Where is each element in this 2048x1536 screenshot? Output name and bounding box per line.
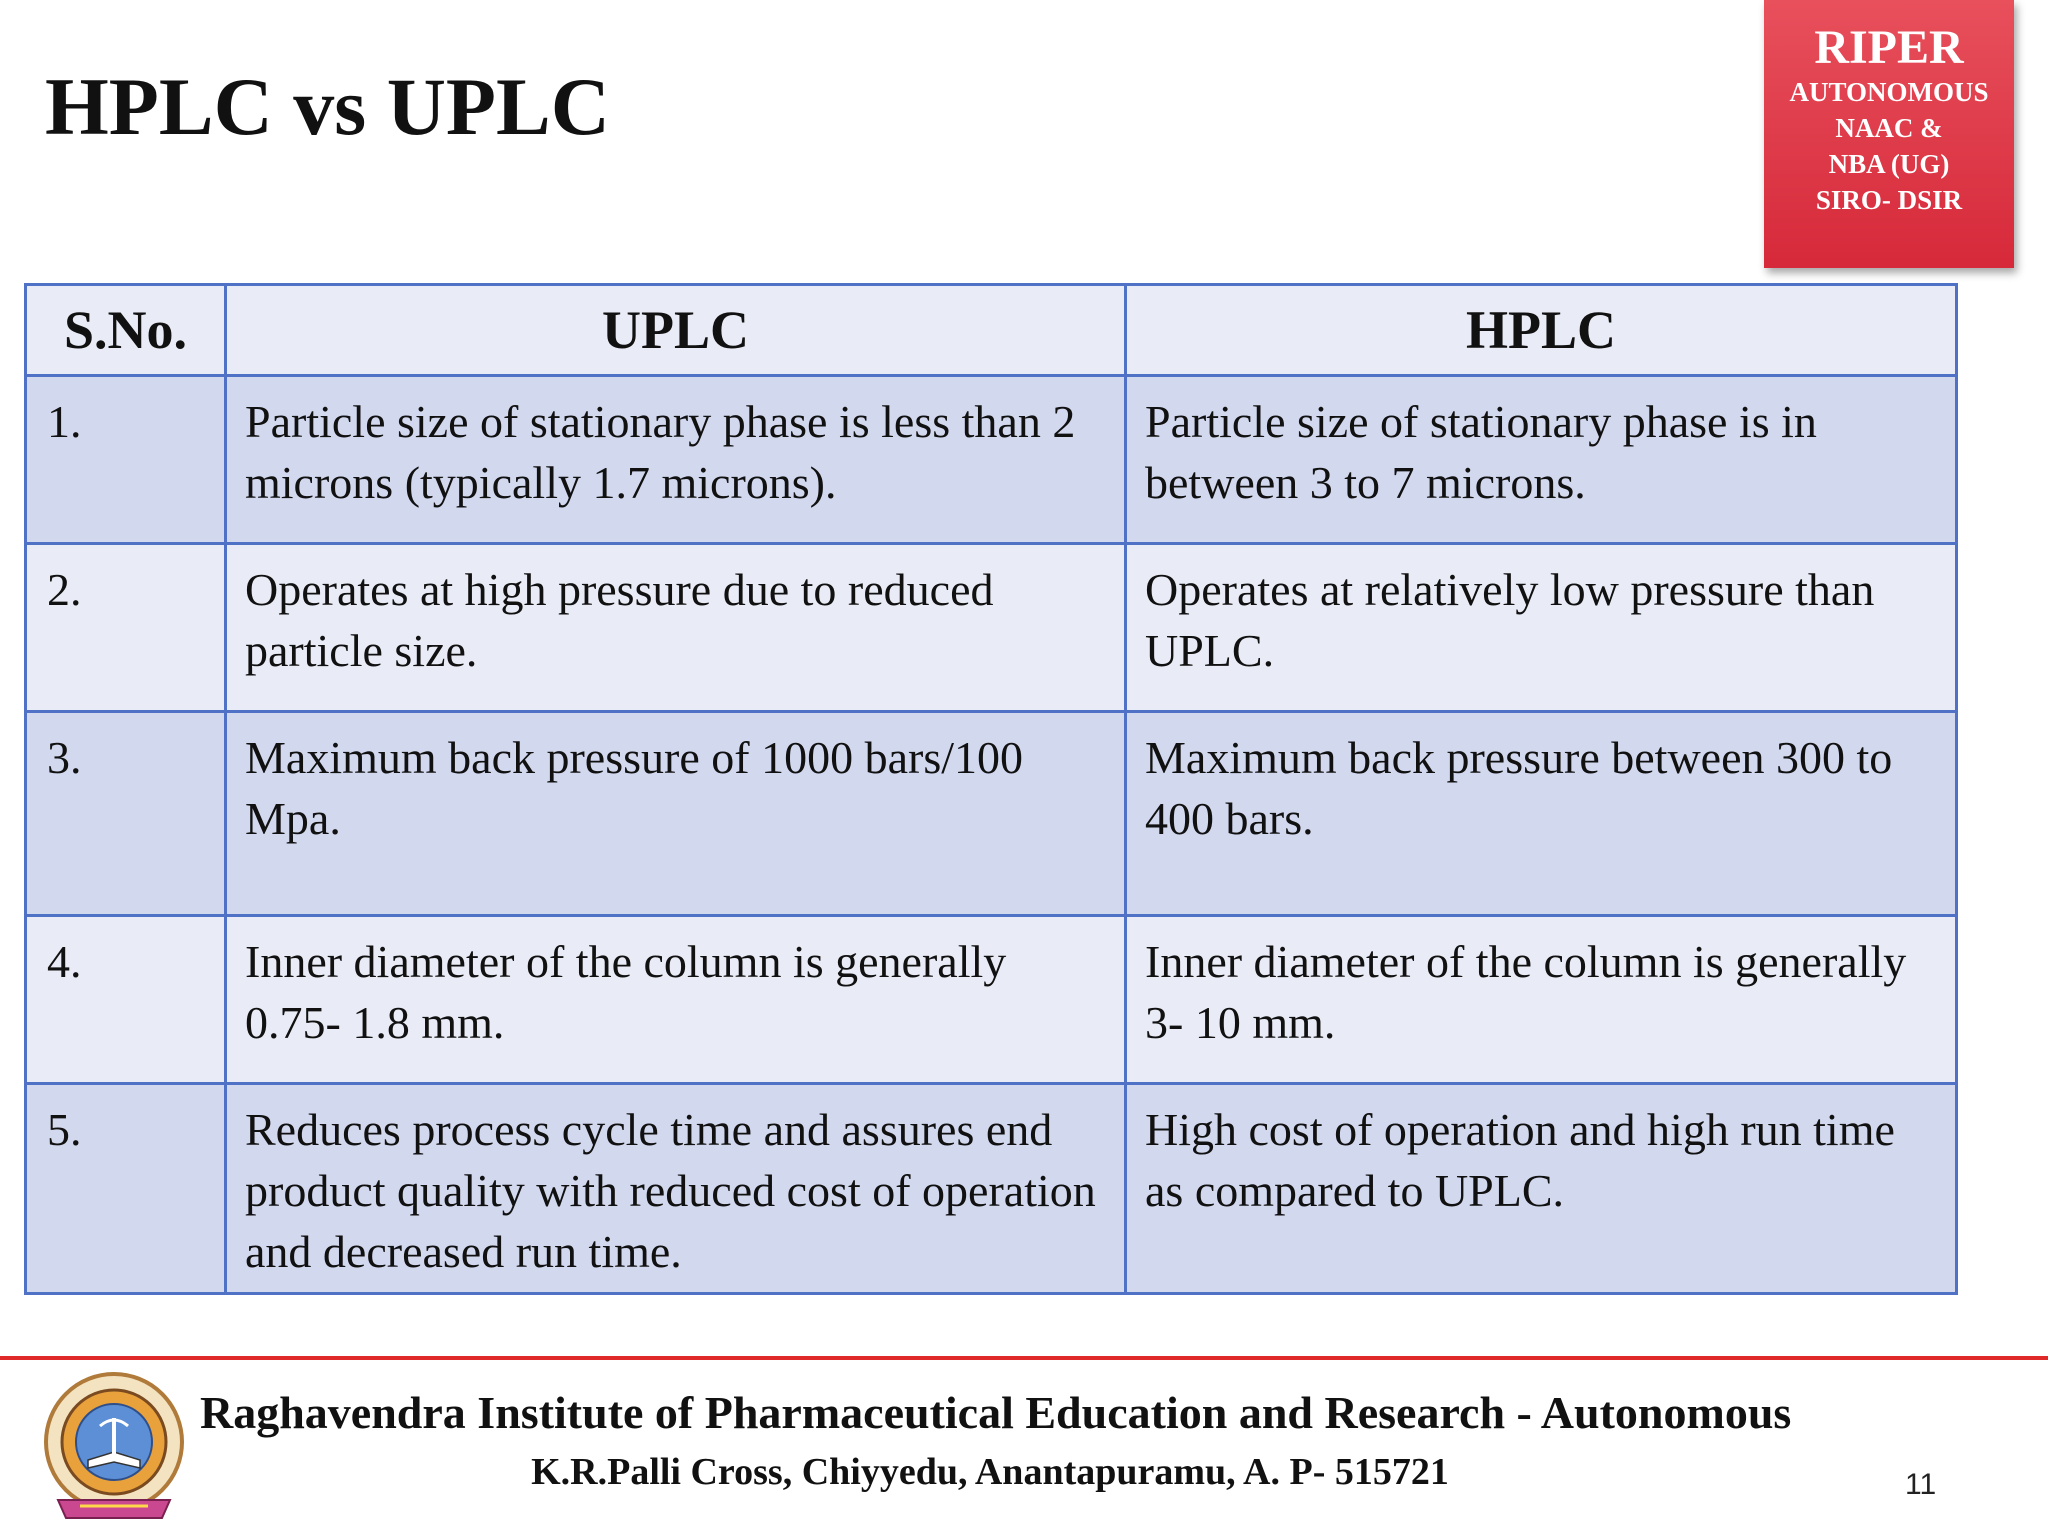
badge-line: SIRO- DSIR bbox=[1815, 185, 1963, 215]
cell-sno: 3. bbox=[26, 712, 226, 916]
cell-sno: 5. bbox=[26, 1084, 226, 1294]
table-row bbox=[26, 544, 1957, 712]
cell-sno: 2. bbox=[26, 544, 226, 712]
header-hplc: HPLC bbox=[1126, 285, 1957, 376]
table-row bbox=[26, 916, 1957, 1084]
table-row bbox=[26, 1084, 1957, 1294]
table-header-row bbox=[26, 285, 1957, 376]
slide-title: HPLC vs UPLC bbox=[45, 61, 610, 152]
institute-name: Raghavendra Institute of Pharmaceutical Education and Research - Autonomous bbox=[200, 1387, 1792, 1438]
cell-sno: 4. bbox=[26, 916, 226, 1084]
cell-hplc: Operates at relatively low pressure than UPLC. bbox=[1126, 544, 1957, 712]
riper-badge bbox=[1764, 0, 2014, 268]
cell-hplc: High cost of operation and high run time as compared to UPLC. bbox=[1126, 1084, 1957, 1294]
cell-hplc: Particle size of stationary phase is in between 3 to 7 microns. bbox=[1126, 376, 1957, 544]
table-row bbox=[26, 712, 1957, 916]
badge-line: NAAC & bbox=[1835, 113, 1943, 143]
page-number: 11 bbox=[1905, 1468, 1937, 1501]
badge-main: RIPER bbox=[1814, 21, 1964, 74]
cell-uplc: Reduces process cycle time and assures end product quality with reduced cost of operation and decreased run time. bbox=[226, 1084, 1126, 1294]
cell-uplc: Inner diameter of the column is generally 0.75- 1.8 mm. bbox=[226, 916, 1126, 1084]
cell-uplc: Particle size of stationary phase is less than 2 microns (typically 1.7 microns). bbox=[226, 376, 1126, 544]
footer-divider bbox=[0, 1356, 2048, 1360]
header-uplc: UPLC bbox=[226, 285, 1126, 376]
cell-hplc: Maximum back pressure between 300 to 400 bars. bbox=[1126, 712, 1957, 916]
comparison-table bbox=[24, 283, 1958, 1295]
cell-hplc: Inner diameter of the column is generally 3- 10 mm. bbox=[1126, 916, 1957, 1084]
institute-logo-icon bbox=[40, 1368, 188, 1526]
cell-uplc: Maximum back pressure of 1000 bars/100 Mpa. bbox=[226, 712, 1126, 916]
badge-line: NBA (UG) bbox=[1828, 149, 1950, 179]
cell-sno: 1. bbox=[26, 376, 226, 544]
badge-line: AUTONOMOUS bbox=[1789, 77, 1989, 107]
header-sno: S.No. bbox=[26, 285, 226, 376]
institute-address: K.R.Palli Cross, Chiyyedu, Anantapuramu, A. P- 515721 bbox=[531, 1451, 1449, 1493]
table-row bbox=[26, 376, 1957, 544]
cell-uplc: Operates at high pressure due to reduced particle size. bbox=[226, 544, 1126, 712]
